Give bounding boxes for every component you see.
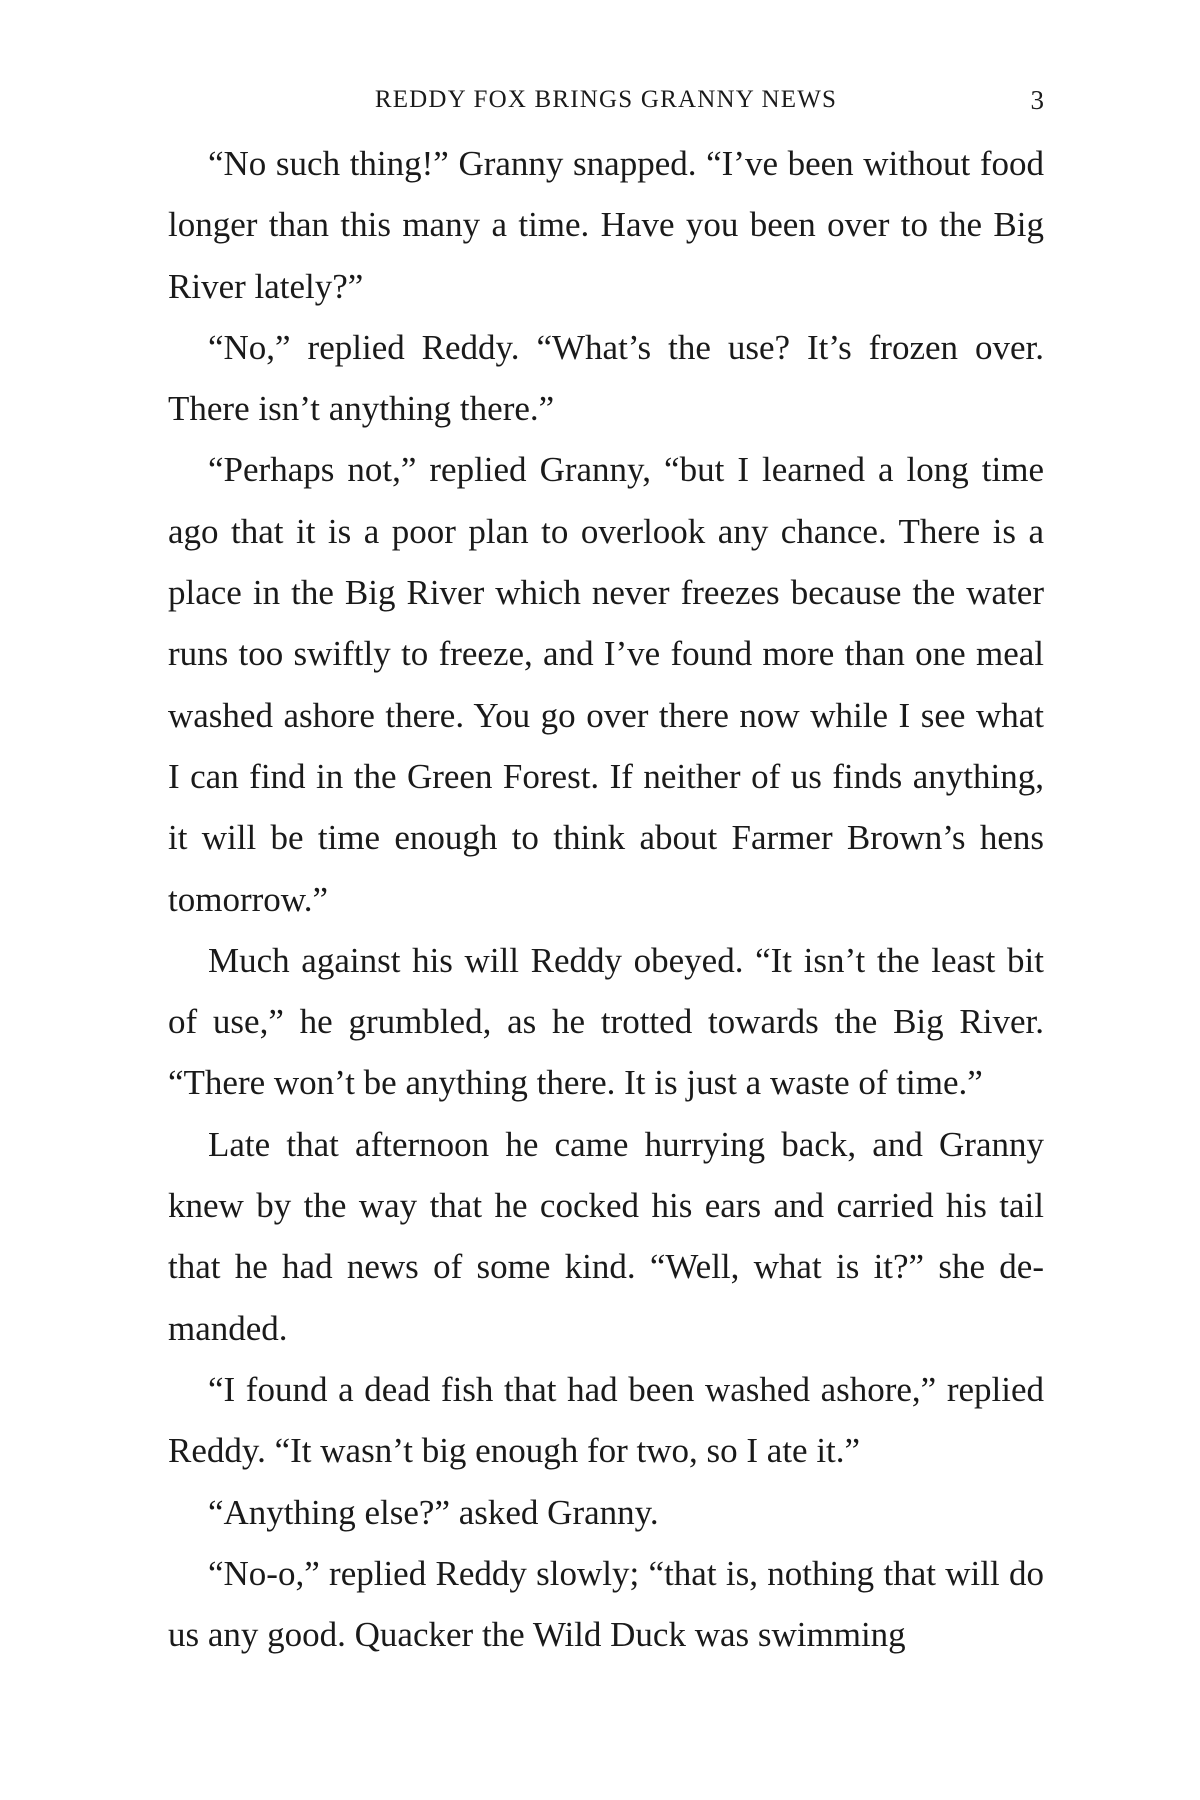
paragraph-8: “No-o,” replied Reddy slowly; “that is, nothing that will do us any good. Quacker the Wild Duck was swimming <box>168 1553 1044 1655</box>
paragraph-5: Late that afternoon he came hurrying back, and Granny knew by the way that he cocked his ears and carried his tail that he had news of some kind. “Well, what is it?” she demanded. <box>168 1124 1044 1348</box>
page-number: 3 <box>1030 85 1044 115</box>
paragraph-2: “No,” replied Reddy. “What’s the use? It’s frozen over. There isn’t anything there.” <box>168 327 1044 429</box>
running-title: REDDY FOX BRINGS GRANNY NEWS <box>374 86 838 113</box>
body-text <box>168 133 1044 1665</box>
paragraph-1: “No such thing!” Granny snapped. “I’ve been without food longer than this many a time. Have you been over to the Big River lately?” <box>168 144 1044 306</box>
running-head <box>168 82 1044 118</box>
paragraph-7: “Anything else?” asked Granny. <box>208 1492 659 1532</box>
paragraph-3: “Perhaps not,” replied Granny, “but I learned a long time ago that it is a poor plan to overlook any chance. There is a place in the Big River which never freezes because the water runs too swiftly to freeze, and I’ve found more than one meal washed ashore there. You go over there now while I see what I can find in the Green Forest. If neither of us finds anything, it will be time enough to think about Farmer Brown’s hens tomorrow.” <box>168 450 1044 919</box>
paragraph-6: “I found a dead fish that had been washed ashore,” replied Reddy. “It wasn’t big enough for two, so I ate it.” <box>168 1369 1044 1471</box>
paragraph-4: Much against his will Reddy obeyed. “It isn’t the least bit of use,” he grumbled, as he trotted towards the Big River. “There won’t be anything there. It is just a waste of time.” <box>168 940 1044 1103</box>
